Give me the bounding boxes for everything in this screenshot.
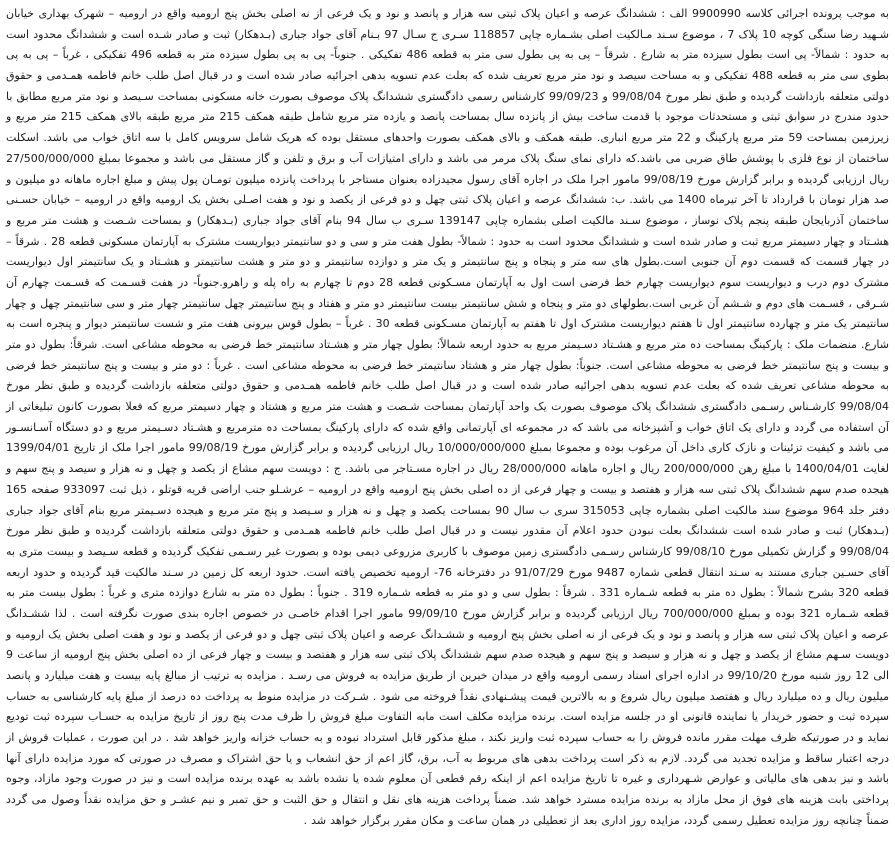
auction-notice-body: به موجب پرونده اجرائی کلاسه 9900990 الف : ششدانگ عرصه و اعیان پلاک ثبتی سه هزار و پانصد و نود و یک فرعی از نه اصلی بخش پنج ارومیه واقع در ارومیه – شهرک بهداری خیابان شـهید رضا سنگی کوچه 10 پلاک 7 ، موضوع سـند مـالکیت اصلی بشـماره چاپی 118857 سـری ج سـال 97 بـنام آقای جواد جباری (بـدهکار) ثبت و صادر شـده است و ششدانگ محدود است به حدود : شمالاً- پی است بطول سیزده متر به شارع . شرقاً – پی به پی بطول سی متر به قطعه 486 تفکیکی . جنوباً- پی به پی بطول سیزده متر به قطعه 496 تفکیکی ، غرباً – پی به پی بطوی سی متر به قطعه 488 تفکیکی و به مساحت سیصد و نود متر مربع تعریف شده که بعلت عدم تسویه بدهی اجرائیه صادر شده است و در قبال اصل طلب خانم فاطمه همـدمی و حقوق دولتی متعلقه بازداشت گردیده و طبق نظر مورخ 99/08/04 و 99/09/23 کارشناس رسمی دادگستری ششدانگ پلاک موصوف بصورت خانه مسکونی بمساحت سـیصد و نود متر مربع مطابق با حدود مندرج در سوابق ثبتی و مستحدثات موجود با قدمت ساخت بیش از پانزده سال بمساحت پانصد و یازده متر مربع شامل طبقه همکف 215 متر مربع طبقه بالای همکف 215 متر مربع و زیرزمین بمساحت 59 متر مربع پارکینگ و 22 متر مربع انباری. طبقه همکف و بالای همکف بصورت واحدهای مستقل بوده که هریک شامل سرویس کامل با سه اتاق خواب می باشد. اسکلت ساختمان از نوع فلزی با پوشش طاق ضربی می باشد.که دارای نمای سنگ پلاک مرمر می باشد و دارای امتیازات آب و برق و تلفن و گاز مستقل می باشد و مجموعا بمبلغ 27/500/000/000 ریال ارزیابی گردیده و برابر گزارش مورخ 99/08/19 مامور اجرا ملک در اجاره آقای رسول مجیدزاده بعنوان مستاجر با پرداخت پانزده میلیون تومـان پول پیش و مبلغ اجاره ماهانه دو میلیون و صد هزار تومان با قرارداد تا آخر تیرماه 1400 می باشد. ب: ششدانگ عرصه و اعیان پلاک ثبتی چهل و دو فرعی از یکصد و نود و هفت اصـلی بخش یک ارومیه واقع در ارومیه – خیابان حسـنی ساختمان آذربایجان طبقه پنجم پلاک نوساز ، موضوع سـند مالکیت اصلی بشماره چاپی 139147 سـری ب سال 94 بنام آقای جواد جباری (بـدهکار) و بمساحت شـصت و هشت متر مربع و هشـتاد و چهار دسیمتر مربع ثبت و صادر شده است و ششدانگ محدود است به حدود : شمالاً- بطول هفت متر و سی و دو سانتیمتر دیواریست مشترک به آپارتمان مسکونی قطعه 28 . شرقاً – در چهار قسمت که قسمت دوم آن جنوبی است.بطول های سه متر و پنجاه و پنج سانتیمتر و یک متر و دوازده سانتیمتر و دو متر و هشت سانتیمتر و هشـتاد و یک سانتیمتر اول دیواریست مشترک دوم درب و دیواریست سوم دیواریست چهارم خط فرضی است اول به آپارتمان مسـکونی قطعه 28 دوم تا چهارم به راه پله و راهرو.جنوباً- در هفت قسـمت که قسـمت چهارم آن شـرقی ، قسـمت های دوم و شـشم آن غربی است.بطولهای دو متر و پنجاه و شش سانتیمتر بیست سانتیمتر دو متر و هفتاد و پنج سانتیمتر چهل سانتیمتر چهار متر و سی سانتیمتر چهل و چهار سانتیمتر یک متر و چهارده سانتیمتر اول تا هفتم دیواریست مشترک اول تا هفتم به آپارتمان مسـکونی قطعه 30 . غرباً – بطول قوس بیرونی هفت متر و شست سانتیمتر دیوار و پنجره است به شارع. منضمات ملک : پارکینگ بمساحت ده متر مربع و هشـتاد دسـیمتر مربع به حدود اربعه شمالاً: بطول چهار متر و هشـتاد سانتیمتر خط فرضی به محوطه مشاعی است. شرقاً: بطول دو متر و بیست و پنج سانتیمتر خط فرضی به محوطه مشاعی است. جنوباً: بطول چهار متر و هشتاد سانتیمتر خط فرضی به محوطه مشاعی است . غرباً : دو متر و بیست و پنج سانتیمتر خط فرضی به محوطه مشاعی تعریف شده که بعلت عدم تسویه بدهی اجرائیه صادر شده است و در قبال اصل طلب خانم فاطمه همـدمی و حقوق دولتی متعلقه بازداشت گردیده و طبق نظر مورخ 99/08/04 کارشـناس رسـمی دادگستری ششدانگ پلاک موصوف بصورت یک واحد آپارتمان بمساحت شـصت و هشت متر مربع و هشتاد و چهار دسیمتر مربع که فعلا بصورت کانون تبلیغاتی از آن استفاده می گردد و دارای یک اتاق خواب و آشپزخانه می باشد که در مجموعه ای آپارتمانی واقع شده که دارای پارکینگ بمساحت ده مترمربع و هشـتاد دسـیمتر مربع و دو دستگاه آسـانسـور می باشد و کیفیت تزئینات و نازک کاری داخل آن مرغوب بوده و مجموعا بمبلغ 10/000/000/000 ریال ارزیابی گردیده و برابر گزارش مورخ 99/08/19 مامور اجرا ملک از تاریخ 1399/04/01 لغایت 1400/04/01 با مبلغ رهن 200/000/000 ریال و اجاره ماهانه 28/000/000 ریال در اجاره مسـتاجر می باشد. ج : دویست سهم مشاع از یکصد و چهل و نه هزار و سیصد و پنج سهم و هیجده صدم سهم ششدانگ پلاک ثبتی سه هزار و هفتصد و بیست و چهار فرعی از ده اصلی بخش پنج ارومیه واقع در ارومیه – عرشـلو جنب اراضی قریه قوتلو ، ذیل ثبت 933097 صفحه 165 دفتر جلد 964 موضوع سند مالکیت اصلی بشماره چاپی 315053 سری ب سال 90 بمساحت یکصد و چهل و نه هزار و سـیصد و پنج متر مربع و هیجده دسـیمتر مربع بنام آقای جواد جباری (بـدهکار) ثبت و صادر شده است ششدانگ بعلت نبودن حدود اعلام آن مقدور نیست و در قبال اصل طلب خانم فاطمه همـدمی و حقوق دولتی متعلقه بازداشت گردیده و طبق نظر مورخ 99/08/04 و گزارش تکمیلی مورخ 99/08/10 کارشناس رسـمی دادگستری زمین موصوف با کاربری مزروعی دیمی بوده و بصورت غیر رسـمی تفکیک گردیده و قطعه سـیصد و بیست متری به آقای حسـین جباری مستند به سـند انتقال قطعی شماره 9487 مورخ 91/07/29 در دفترخانه 76- ارومیه تخصیص یافته است. حدود اربعه کل زمین در سـند مالکیت قید گردیده و حدود اربعه قطعه 320 بشرح شمالاً : بطول ده متر به قطعه شـماره 331 . شرقاً : بطول سی و دو متر به قطعه شـماره 319 . جنوباً : بطول ده متر به شارع دوازده متری و غرباً : بطول بیست متر به قطعه شـماره 321 بوده و بمبلغ 700/000/000 ریال ارزیابی گردیده و برابر گزارش مورخ 99/09/10 مامور اجرا اقدام خاصـی در خصوص اجاره بندی صورت نگرفته است . لذا ششـدانگ عرصه و اعیان پلاک ثبتی سه هزار و پانصد و نود و یک فرعی از نه اصلی بخش پنج ارومیه و ششـدانگ عرصه و اعیان پلاک ثبتی چهل و دو فرعی از یکصد و نود و هفت اصلی بخش یک ارومیه و دویست سـهم مشاع از یکصد و چهل و نه هزار و سیصد و پنج سهم و هیجده صدم سهم ششدانگ پلاک ثبتی سه هزار و هفتصد و بیست و چهار فرعی از ده اصلی بخش پنج ارومیه از ساعت 9 الی 12 روز شنبه مورخ 99/10/20 در اداره اجرای اسناد رسمی ارومیه واقع در میدان خیرین از طریق مزایده به فروش می رسـد . مزایده به ترتیب از مبالغ پایه بیست و هفت میلیارد و پانصد میلیون ریال و ده میلیارد ریال و هفتصد میلیون ریال شروع و به بالاترین قیمت پیشـنهادی نقداً فروخته می شود . شـرکت در مزایده منوط به پرداخت ده درصد از مبلغ پایه کارشناسی به حساب سپرده ثبت و حضور خریدار یا نماینده قانونی او در جلسه مزایده است. برنده مزایده مکلف است مابه التفاوت مبلغ فروش را ظرف مدت پنج روز از تاریخ مزایده به حسـاب سپرده ثبت تودیع نماید و در صورتیکه ظرف مهلت مقرر مانده فروش را به حساب سپرده ثبت واریز نکند ، مبلغ مذکور قابل استرداد نبوده و به حساب خزانه واریز خواهد شد . در این صورت ، عملیات فروش از درجه اعتبار ساقط و مزایده تجدید می گردد. لازم به ذکر است پرداخت بدهی های مربوط به آب، برق، گاز اعم از حق انشعاب و یا حق اشتراک و مصرف در صورتی که مورد مزایده دارای آنها باشد و نیز بدهی های مالیاتی و عوارض شـهرداری و غیره تا تاریخ مزایده اعم از اینکه رقم قطعی آن معلوم شده یا نشده باشد به عهده برنده مزایده است و نیز در صورت وجود مازاد، وجوه پرداختی بابت هزینه های فوق از محل مازاد به برنده مزایده مسترد خواهد شد. ضمناً پرداخت هزینه های نقل و انتقال و حق الثبت و حق تمبر و نیم عشـر و حق مزایده نقداً وصول می گردد ضمناً چنانچه روز مزایده تعطیل رسمی گردد، مزایده روز اداری بعد از تعطیلی در همان ساعت و مکان مقرر برگزار خواهد شد .	[6, 7, 890, 827]
